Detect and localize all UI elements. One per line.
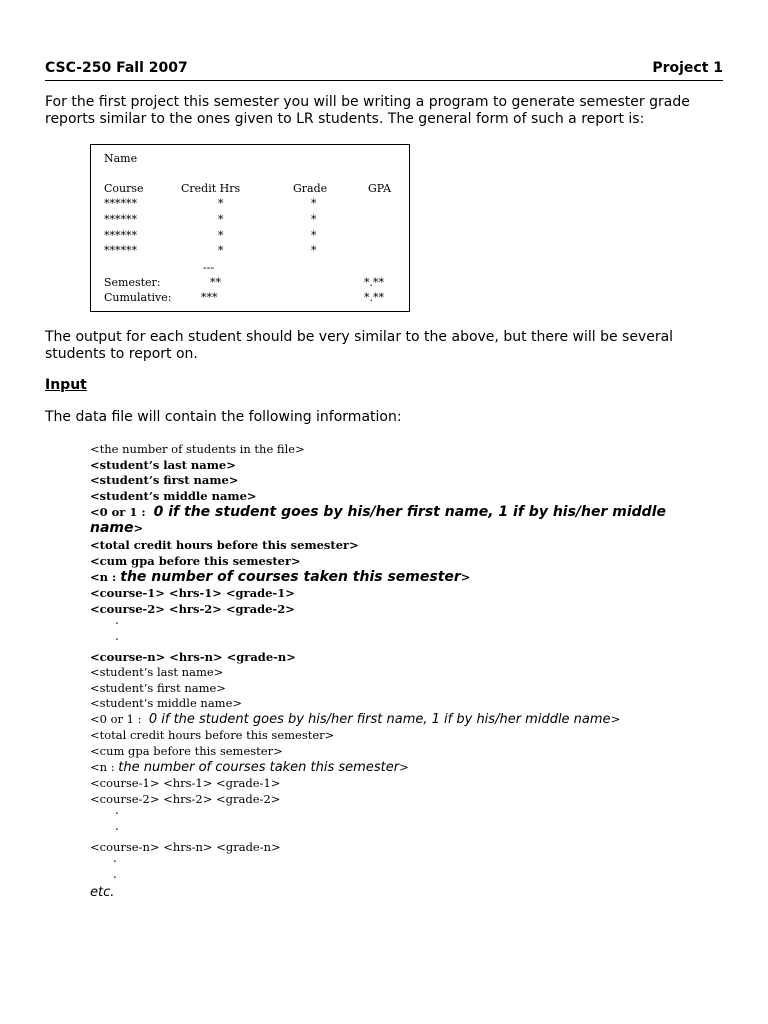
data-line-course-count	[90, 759, 409, 776]
col-course: Course	[104, 182, 144, 195]
data-line-first-name: <student’s first name>	[90, 681, 226, 695]
n-prefix: <n :	[90, 570, 121, 584]
ellipsis-dot: .	[115, 803, 119, 817]
row-course: ******	[104, 244, 137, 257]
n-suffix: >	[460, 570, 471, 584]
report-semester-row	[104, 276, 404, 290]
flag-suffix: >	[133, 521, 144, 535]
data-line-middle-name: <student’s middle name>	[90, 489, 257, 503]
data-line-middle-name: <student’s middle name>	[90, 696, 243, 710]
row-course: ******	[104, 213, 137, 226]
data-line-course-1: <course-1> <hrs-1> <grade-1>	[90, 776, 281, 790]
report-course-row	[104, 244, 404, 258]
flag-prefix: <0 or 1 :	[90, 712, 149, 726]
report-name-label: Name	[104, 152, 138, 165]
data-line-course-count	[90, 569, 470, 585]
n-description: the number of courses taken this semester	[118, 760, 400, 775]
data-line-name-flag	[90, 711, 620, 728]
data-line-cum-gpa: <cum gpa before this semester>	[90, 554, 301, 568]
data-line-total-hours: <total credit hours before this semester>	[90, 538, 359, 552]
report-header-row	[104, 182, 404, 196]
col-credit-hrs: Credit Hrs	[181, 182, 241, 195]
row-hrs: *	[218, 244, 224, 257]
row-grade: *	[311, 197, 317, 210]
project-title: Project 1	[652, 60, 723, 76]
ellipsis-dot: .	[115, 629, 119, 643]
semester-hrs: **	[210, 276, 221, 289]
ellipsis-dot: .	[115, 819, 119, 833]
data-line-last-name: <student’s last name>	[90, 665, 224, 679]
n-description: the number of courses taken this semester	[120, 569, 461, 585]
row-grade: *	[311, 229, 317, 242]
data-line-course-1: <course-1> <hrs-1> <grade-1>	[90, 586, 295, 600]
page-header	[45, 58, 723, 81]
data-line-last-name: <student’s last name>	[90, 458, 236, 472]
row-hrs: *	[218, 213, 224, 226]
report-course-row	[104, 229, 404, 243]
data-line-name-flag	[90, 504, 666, 520]
row-course: ******	[104, 229, 137, 242]
flag-suffix: >	[610, 712, 621, 726]
row-hrs: *	[218, 197, 224, 210]
data-line-course-n: <course-n> <hrs-n> <grade-n>	[90, 650, 296, 664]
ellipsis-dot: .	[113, 867, 117, 881]
cumulative-hrs: ***	[201, 291, 218, 304]
flag-description-cont: name	[90, 520, 134, 536]
report-course-row	[104, 213, 404, 227]
data-line-total-hours: <total credit hours before this semester>	[90, 728, 335, 742]
data-intro-paragraph: The data file will contain the following information:	[45, 409, 402, 425]
etc-text: etc.	[90, 885, 115, 900]
course-title: CSC-250 Fall 2007	[45, 60, 188, 76]
input-section-title: Input	[45, 377, 87, 393]
report-cumulative-row	[104, 291, 404, 305]
row-grade: *	[311, 213, 317, 226]
semester-gpa: *.**	[364, 276, 384, 289]
data-line-course-2: <course-2> <hrs-2> <grade-2>	[90, 602, 295, 616]
report-course-row	[104, 197, 404, 211]
report-example-box	[90, 144, 410, 312]
data-line-course-n: <course-n> <hrs-n> <grade-n>	[90, 840, 281, 854]
n-suffix: >	[399, 760, 409, 774]
flag-prefix: <0 or 1 :	[90, 505, 154, 519]
row-grade: *	[311, 244, 317, 257]
report-separator: ---	[203, 261, 215, 274]
data-line-cum-gpa: <cum gpa before this semester>	[90, 744, 283, 758]
output-paragraph: The output for each student should be very similar to the above, but there will be several students to report on.	[45, 329, 674, 362]
flag-description: 0 if the student goes by his/her first name, 1 if by his/her middle	[153, 504, 666, 520]
report-separator-row	[104, 261, 404, 275]
data-line-name-flag-cont	[90, 520, 143, 536]
data-line-first-name: <student’s first name>	[90, 473, 239, 487]
intro-paragraph: For the first project this semester you will be writing a program to generate semester grade reports similar to the ones given to LR students. The general form of such a report is:	[45, 94, 690, 127]
row-course: ******	[104, 197, 137, 210]
semester-label: Semester:	[104, 276, 161, 289]
n-prefix: <n :	[90, 760, 119, 774]
cumulative-label: Cumulative:	[104, 291, 172, 304]
col-gpa: GPA	[368, 182, 392, 195]
data-line-student-count: <the number of students in the file>	[90, 442, 305, 456]
flag-description: 0 if the student goes by his/her first name, 1 if by his/her middle name	[148, 712, 611, 727]
data-line-course-2: <course-2> <hrs-2> <grade-2>	[90, 792, 281, 806]
ellipsis-dot: .	[115, 613, 119, 627]
ellipsis-dot: .	[113, 851, 117, 865]
cumulative-gpa: *.**	[364, 291, 384, 304]
row-hrs: *	[218, 229, 224, 242]
col-grade: Grade	[293, 182, 328, 195]
